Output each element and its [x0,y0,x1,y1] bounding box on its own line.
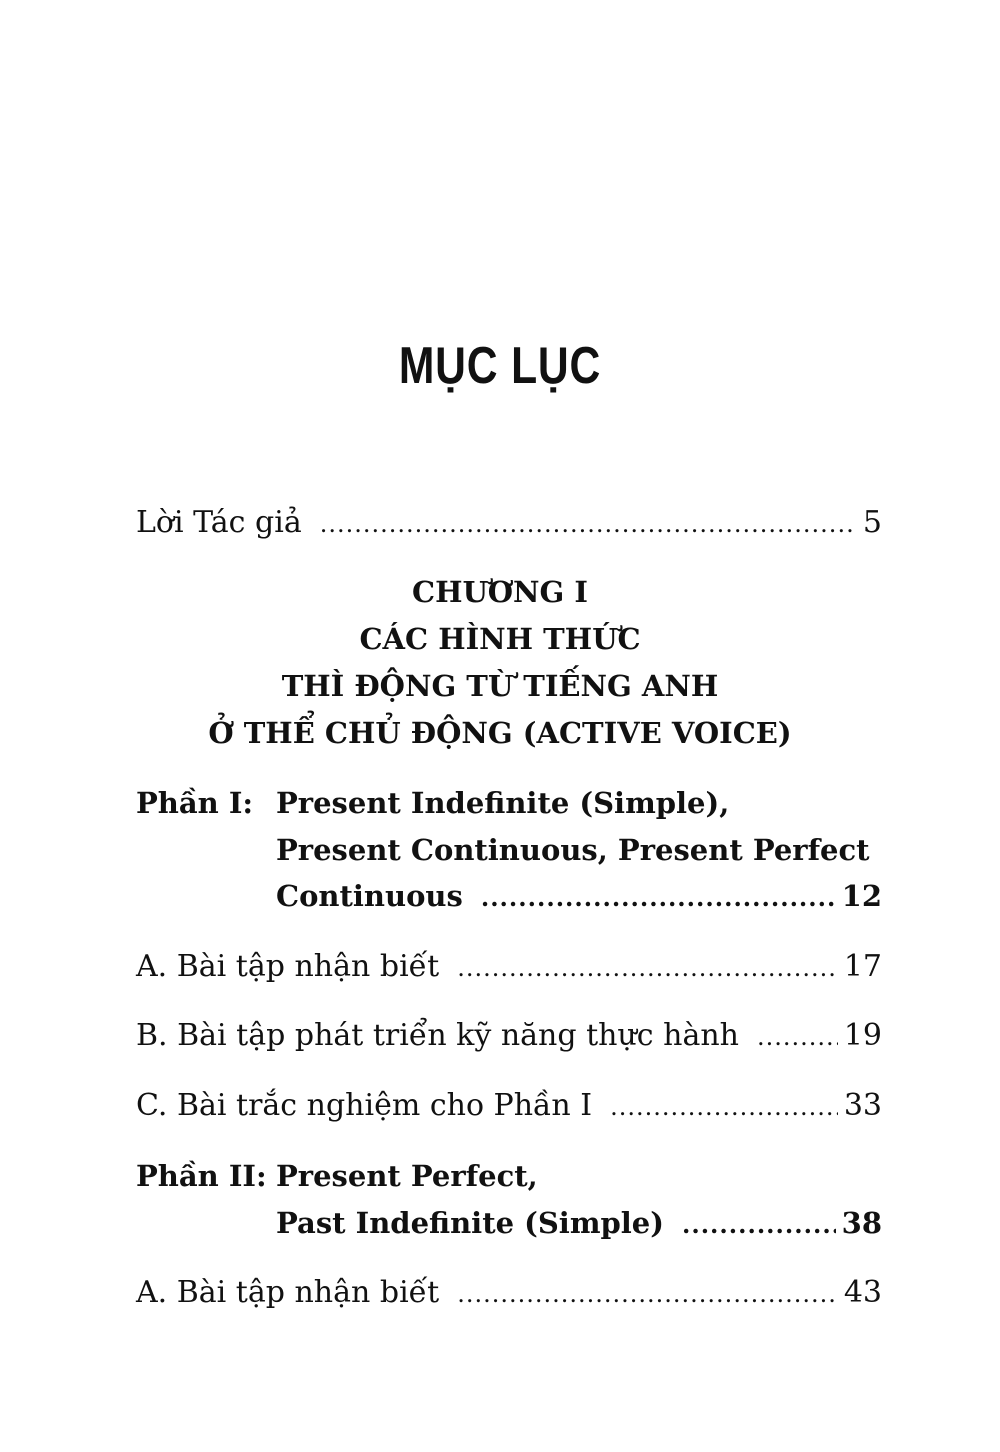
chapter-heading-line-3: THÌ ĐỘNG TỪ TIẾNG ANH [281,669,719,703]
toc-entry-page: 19 [843,1018,882,1053]
part-1-title-line-2: Present Continuous, Present Perfect [276,833,870,867]
toc-entry-page: 33 [843,1088,882,1123]
toc-entry-page: 17 [843,949,882,984]
page-title: MỤC LỤC [398,337,602,395]
dot-leader [610,1087,838,1127]
toc-entry-part-1 [276,876,882,918]
part-1-title-line-1: Present Indefinite (Simple), [276,786,730,820]
chapter-heading-line-4: Ở THỂ CHỦ ĐỘNG (ACTIVE VOICE) [208,716,792,750]
toc-entry-part-1-a [136,947,882,988]
part-2-prefix: Phần II: [136,1159,267,1193]
dot-leader [457,1274,838,1314]
toc-entry-label: Lời Tác giả [136,505,302,540]
toc-entry-part-2-a [136,1273,882,1314]
toc-entry-page: 5 [862,505,882,540]
chapter-heading-line-2: CÁC HÌNH THỨC [359,622,641,656]
toc-entry-label: B. Bài tập phát triển kỹ năng thực hành [136,1018,739,1053]
toc-entry-label: A. Bài tập nhận biết [136,949,440,984]
dot-leader [757,1017,838,1057]
toc-entry-page: 38 [841,1206,882,1240]
part-2-title-line-2: Past Indefinite (Simple) [276,1206,664,1240]
dot-leader [481,878,836,918]
dot-leader [320,504,857,544]
toc-entry-label: C. Bài trắc nghiệm cho Phần I [136,1088,593,1123]
toc-entry-author-preface [136,503,882,544]
toc-entry-page: 43 [843,1275,882,1310]
part-1-title-line-3: Continuous [276,879,463,913]
toc-entry-label: A. Bài tập nhận biết [136,1275,440,1310]
part-1-prefix: Phần I: [136,786,254,820]
toc-entry-part-1-c [136,1086,882,1127]
chapter-heading-line-1: CHƯƠNG I [412,575,588,609]
toc-entry-page: 12 [841,879,882,913]
part-2-title-line-1: Present Perfect, [276,1159,538,1193]
dot-leader [682,1205,836,1245]
toc-entry-part-2 [276,1203,882,1245]
dot-leader [457,948,838,988]
toc-entry-part-1-b [136,1016,882,1057]
